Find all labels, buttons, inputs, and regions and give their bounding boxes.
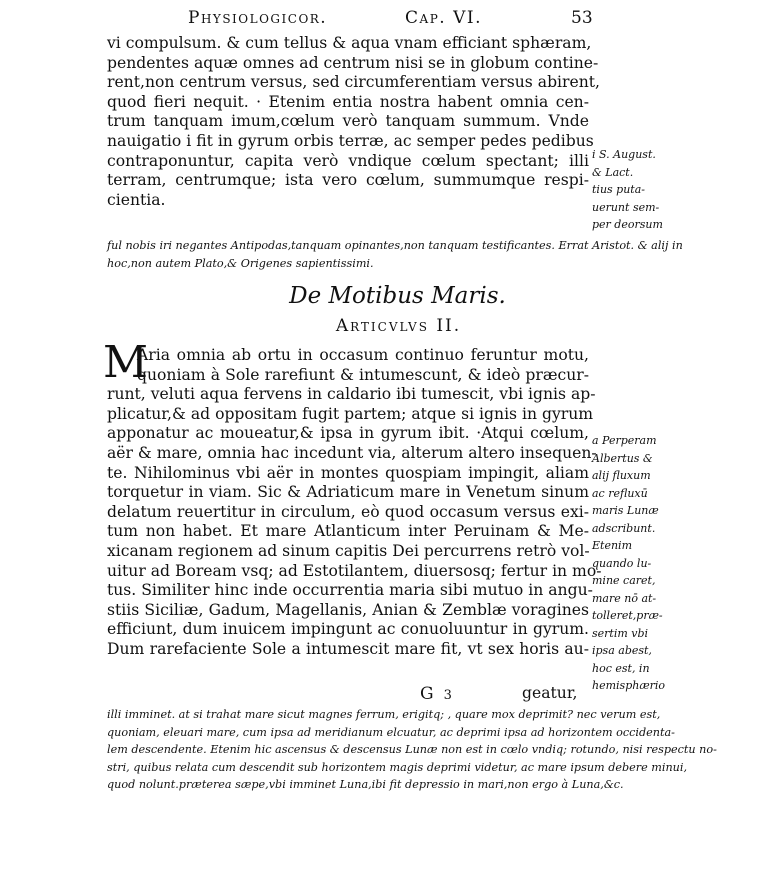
running-header bbox=[188, 8, 593, 28]
margin-line: tolleret,præ- bbox=[592, 609, 663, 622]
margin-line: & Lact. bbox=[592, 165, 634, 179]
running-title: Physiologicor. bbox=[188, 8, 328, 28]
margin-line: a Perperam bbox=[592, 434, 657, 447]
footnote-line: lem descendente. Etenim hic ascensus & descensus Lunæ non est in cœlo vndiq; rotundo, nisi respectu no- bbox=[107, 743, 717, 756]
text-line: quoniam à Sole rarefiunt & intumescunt, & ideò præcur- bbox=[137, 365, 589, 384]
margin-note-main bbox=[592, 432, 667, 695]
margin-line: alij fluxum bbox=[592, 469, 651, 482]
text-line: Dum rarefaciente Sole a intumescit mare fit, vt sex horis au- bbox=[107, 639, 589, 658]
margin-line: maris Lunæ bbox=[592, 504, 659, 517]
section-subtitle: Articvlvs II. bbox=[335, 316, 462, 336]
text-line: uitur ad Boream vsq; ad Estotilantem, diuersosq; fertur in mo- bbox=[107, 561, 602, 580]
text-line: rent,non centrum versus, sed circumferentiam versus abirent, bbox=[107, 73, 600, 92]
drop-cap: M bbox=[103, 337, 149, 388]
margin-line: ac refluxū bbox=[592, 486, 648, 500]
footnote-line: hoc,non autem Plato,& Origenes sapientissimi. bbox=[107, 256, 374, 270]
catchword: geatur, bbox=[522, 684, 578, 702]
text-line: tum non habet. Et mare Atlanticum inter Peruinam & Me- bbox=[107, 522, 589, 541]
margin-line: tius puta- bbox=[592, 183, 645, 196]
margin-line: per deorsum bbox=[592, 218, 663, 231]
margin-line: hoc est, in bbox=[592, 661, 650, 675]
margin-line: hemisphærio bbox=[592, 679, 666, 692]
text-line: te. Nihilominus vbi aër in montes quospiam impingit, aliam bbox=[107, 463, 589, 482]
margin-line: Albertus & bbox=[592, 451, 653, 465]
text-line: contraponuntur, capita verò vndique cœlum spectant; illi bbox=[107, 151, 589, 170]
text-line: aër & mare, omnia hac incedunt via, alterum altero insequen- bbox=[107, 443, 597, 462]
margin-line: adscribunt. bbox=[592, 521, 656, 535]
signature-letter: G bbox=[420, 684, 434, 704]
text-line: pendentes aquæ omnes ad centrum nisi se in globum contine- bbox=[107, 53, 599, 72]
page-number: 53 bbox=[571, 8, 593, 28]
section-title: De Motibus Maris. bbox=[289, 283, 506, 309]
top-paragraph bbox=[107, 34, 600, 210]
footnote-line: ful nobis iri negantes Antipodas,tanquam opinantes,non tanquam testificantes. Errat Aristot. & alij in bbox=[107, 239, 683, 252]
text-line: plicatur,& ad oppositam fugit partem; atque si ignis in gyrum bbox=[107, 404, 594, 423]
margin-line: quando lu- bbox=[592, 556, 652, 570]
text-line: efficiunt, dum inuicem impingunt ac conuoluuntur in gyrum. bbox=[107, 620, 589, 639]
margin-line: mare nō at- bbox=[592, 591, 657, 605]
signature-mark bbox=[420, 684, 452, 704]
text-line: Aria omnia ab ortu in occasum continuo feruntur motu, bbox=[137, 346, 589, 364]
margin-line: sertim vbi bbox=[592, 626, 649, 640]
text-line: xicanam regionem ad sinum capitis Dei percurrens retrò vol- bbox=[107, 541, 590, 560]
text-line: stiis Siciliæ, Gadum, Magellanis, Anian & Zemblæ voragines bbox=[107, 600, 589, 619]
text-line: cientia. bbox=[107, 190, 166, 209]
text-line: runt, veluti aqua fervens in caldario ibi tumescit, vbi ignis ap- bbox=[107, 385, 596, 404]
main-paragraph bbox=[107, 346, 602, 660]
text-line: torquetur in viam. Sic & Adriaticum mare in Venetum sinum bbox=[107, 483, 589, 502]
margin-line: Etenim bbox=[592, 539, 632, 552]
chapter-label: Cap. VI. bbox=[405, 8, 482, 28]
text-line: tus. Similiter hinc inde occurrentia maria sibi mutuo in angu- bbox=[107, 581, 593, 600]
margin-note-top bbox=[592, 146, 667, 234]
footnote-line: illi imminet. at si trahat mare sicut magnes ferrum, erigitq; , quare mox deprimit? nec verum est, bbox=[107, 708, 661, 721]
text-line: quod fieri nequit. · Etenim entia nostra habent omnia cen- bbox=[107, 92, 589, 111]
text-line: terram, centrumque; ista vero cœlum, summumque respi- bbox=[107, 171, 589, 190]
footnote-line: stri, quibus relata cum descendit sub horizontem magis deprimi videtur, ac mare ipsum debere minui, bbox=[107, 760, 688, 774]
text-line: nauigatio i fit in gyrum orbis terræ, ac semper pedes pedibus bbox=[107, 131, 594, 150]
footnote-line: quoniam, eleuari mare, cum ipsa ad meridianum elcuatur, ac deprimi ipsa ad horizontem occidenta- bbox=[107, 725, 675, 739]
signature-number: 3 bbox=[443, 688, 452, 703]
text-line: vi compulsum. & cum tellus & aqua vnam efficiant sphæram, bbox=[107, 34, 592, 52]
footnote-top bbox=[107, 237, 683, 272]
text-line: delatum reuertitur in circulum, eò quod occasum versus exi- bbox=[107, 502, 589, 521]
footnote-bottom bbox=[107, 706, 717, 794]
margin-line: uerunt sem- bbox=[592, 200, 660, 214]
margin-line: i S. August. bbox=[592, 148, 656, 161]
text-line: trum tanquam imum,cœlum verò tanquam summum. Vnde bbox=[107, 112, 589, 131]
margin-line: mine caret, bbox=[592, 574, 656, 587]
text-line: apponatur ac moueatur,& ipsa in gyrum ibit. ·Atqui cœlum, bbox=[107, 424, 589, 443]
footnote-line: quod nolunt.præterea sæpe,vbi imminet Luna,ibi fit depressio in mari,non ergo à Luna,&c. bbox=[107, 778, 624, 791]
margin-line: ipsa abest, bbox=[592, 644, 652, 657]
